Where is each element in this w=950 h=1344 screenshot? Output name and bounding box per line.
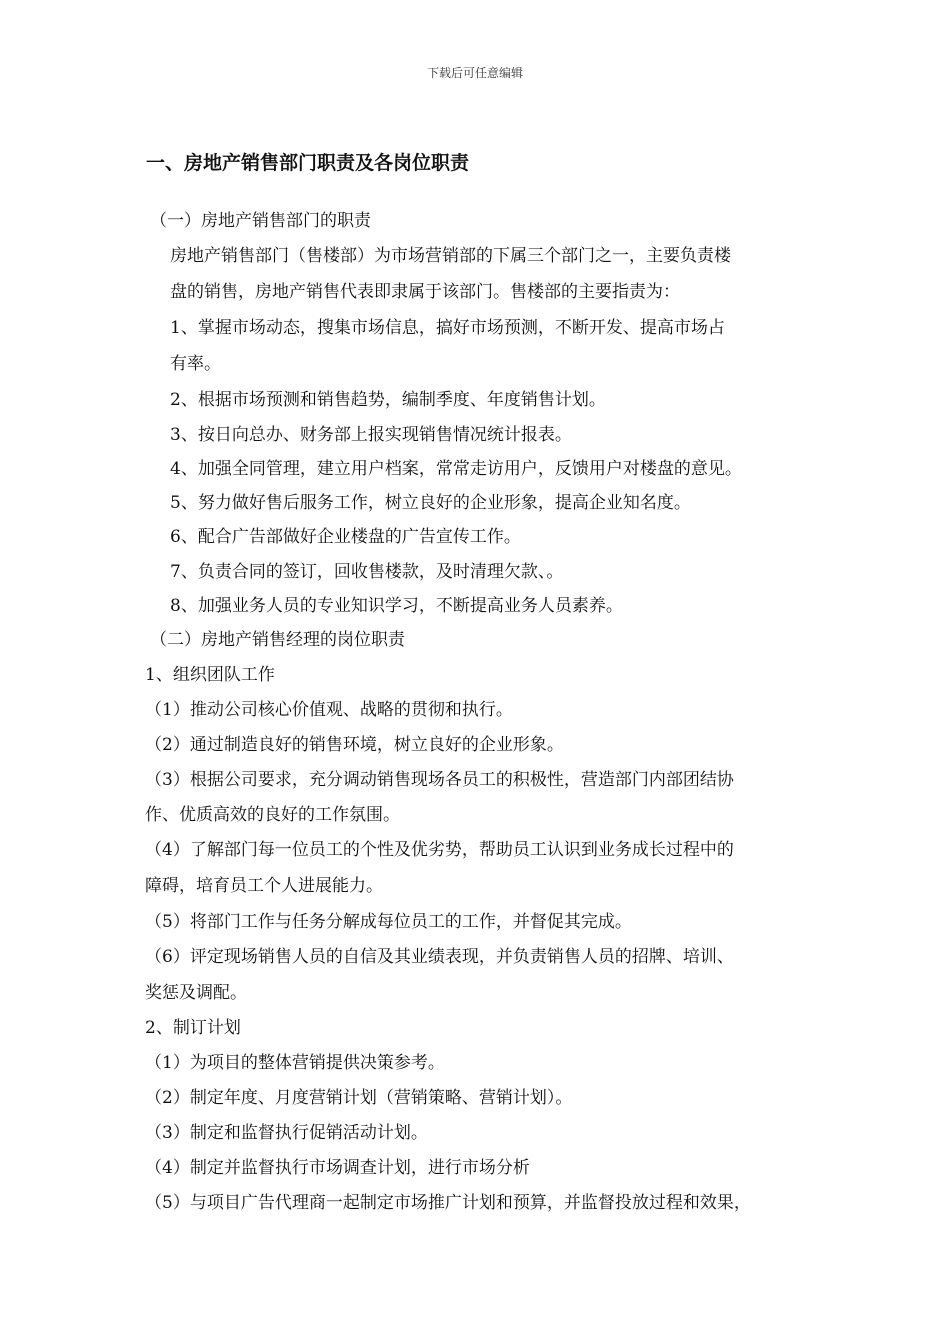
page-header: 下载后可任意编辑 bbox=[426, 66, 523, 80]
list-item: （1）推动公司核心价值观、战略的贯彻和执行。 bbox=[145, 700, 513, 720]
list-item: 有率。 bbox=[170, 354, 221, 374]
subsection-heading: 2、制订计划 bbox=[145, 1018, 241, 1038]
section-heading: （一）房地产销售部门的职责 bbox=[150, 211, 371, 231]
list-item: 作、优质高效的良好的工作氛围。 bbox=[145, 805, 400, 825]
list-item: 5、努力做好售后服务工作，树立良好的企业形象，提高企业知名度。 bbox=[170, 493, 691, 513]
list-item: 障碍，培育员工个人进展能力。 bbox=[145, 876, 383, 896]
subsection-heading: 1、组织团队工作 bbox=[145, 665, 275, 685]
list-item: 7、负责合同的签订，回收售楼款，及时清理欠款、。 bbox=[170, 562, 564, 582]
list-item: （4）制定并监督执行市场调查计划，进行市场分析 bbox=[145, 1158, 530, 1178]
section-heading: （二）房地产销售经理的岗位职责 bbox=[150, 630, 405, 650]
list-item: 奖惩及调配。 bbox=[145, 983, 247, 1003]
list-item: （3）根据公司要求，充分调动销售现场各员工的积极性，营造部门内部团结协 bbox=[145, 770, 734, 790]
list-item: 3、按日向总办、财务部上报实现销售情况统计报表。 bbox=[170, 425, 572, 445]
list-item: 1、掌握市场动态，搜集市场信息，搞好市场预测，不断开发、提高市场占 bbox=[170, 318, 725, 338]
list-item: （1）为项目的整体营销提供决策参考。 bbox=[145, 1053, 445, 1073]
paragraph-line: 房地产销售部门（售楼部）为市场营销部的下属三个部门之一，主要负责楼 bbox=[170, 246, 731, 266]
list-item: （2）制定年度、月度营销计划（营销策略、营销计划）。 bbox=[145, 1088, 573, 1108]
list-item: （6）评定现场销售人员的自信及其业绩表现，并负责销售人员的招牌、培训、 bbox=[145, 947, 734, 967]
list-item: （5）与项目广告代理商一起制定市场推广计划和预算，并监督投放过程和效果， bbox=[145, 1193, 751, 1213]
list-item: （3）制定和监督执行促销活动计划。 bbox=[145, 1123, 428, 1143]
list-item: （5）将部门工作与任务分解成每位员工的工作，并督促其完成。 bbox=[145, 912, 632, 932]
list-item: 4、加强全同管理，建立用户档案，常常走访用户，反馈用户对楼盘的意见。 bbox=[170, 459, 742, 479]
list-item: 2、根据市场预测和销售趋势，编制季度、年度销售计划。 bbox=[170, 390, 606, 410]
list-item: （4）了解部门每一位员工的个性及优劣势，帮助员工认识到业务成长过程中的 bbox=[145, 840, 734, 860]
document-title: 一、房地产销售部门职责及各岗位职责 bbox=[146, 152, 470, 174]
paragraph-line: 盘的销售，房地产销售代表即隶属于该部门。售楼部的主要指责为： bbox=[170, 282, 680, 302]
list-item: 8、加强业务人员的专业知识学习，不断提高业务人员素养。 bbox=[170, 596, 623, 616]
list-item: 6、配合广告部做好企业楼盘的广告宣传工作。 bbox=[170, 527, 521, 547]
list-item: （2）通过制造良好的销售环境，树立良好的企业形象。 bbox=[145, 735, 564, 755]
